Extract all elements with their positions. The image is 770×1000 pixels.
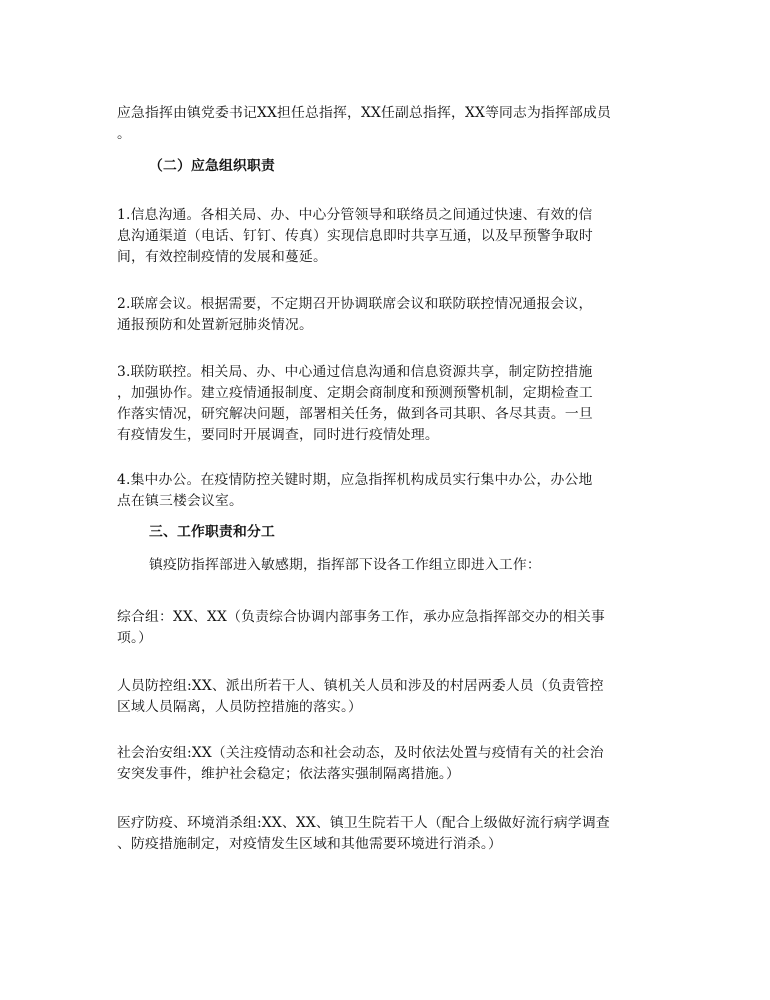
- paragraph-public-security-group: 社会治安组:XX（关注疫情动态和社会动态，及时依法处置与疫情有关的社会治 安突发事件，维护社会稳定；依法落实强制隔离措施。）: [117, 745, 604, 782]
- paragraph-joint-control: 3.联防联控。相关局、办、中心通过信息沟通和信息资源共享，制定防控措施 ，加强协作。建立疫情通报制度、定期会商制度和预测预警机制，定期检查工 作落实情况，研究解决问题，部署相关任务，做到各司其职、各尽其责。一旦 有疫情发生，要同时开展调查，同时进行疫情处理。: [117, 364, 593, 443]
- paragraph-joint-meeting: 2.联席会议。根据需要，不定期召开协调联席会议和联防联控情况通报会议， 通报预防和处置新冠肺炎情况。: [117, 296, 593, 333]
- paragraph-info-communication: 1.信息沟通。各相关局、办、中心分管领导和联络员之间通过快速、有效的信 息沟通渠道（电话、钉钉、传真）实现信息即时共享互通，以及早预警争取时 间，有效控制疫情的发展和蔓延。: [117, 207, 593, 265]
- paragraph-intro-workgroups: 镇疫防指挥部进入敏感期，指挥部下设各工作组立即进入工作：: [149, 557, 541, 573]
- paragraph-general-group: 综合组：XX、XX（负责综合协调内部事务工作，承办应急指挥部交办的相关事 项。）: [117, 609, 605, 646]
- section-heading-emergency-duties: （二）应急组织职责: [149, 158, 275, 174]
- paragraph-command-structure: 应急指挥由镇党委书记XX担任总指挥，XX任副总指挥，XX等同志为指挥部成员 。: [117, 105, 612, 142]
- paragraph-medical-disinfection-group: 医疗防疫、环境消杀组:XX、XX、镇卫生院若干人（配合上级做好流行病学调查 、防疫措施制定，对疫情发生区域和其他需要环境进行消杀。）: [117, 815, 610, 852]
- paragraph-centralized-office: 4.集中办公。在疫情防控关键时期，应急指挥机构成员实行集中办公，办公地 点在镇三楼会议室。: [117, 472, 593, 509]
- paragraph-personnel-control-group: 人员防控组:XX、派出所若干人、镇机关人员和涉及的村居两委人员（负责管控 区域人员隔离，人员防控措施的落实。）: [117, 678, 604, 715]
- section-heading-duties-division: 三、工作职责和分工: [149, 524, 275, 540]
